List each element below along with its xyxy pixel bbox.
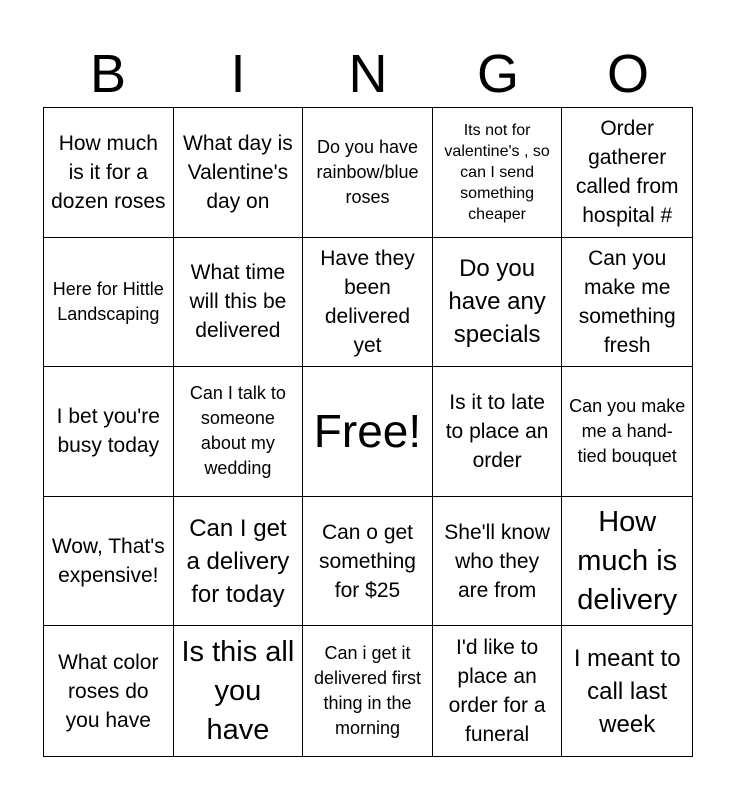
header-letter-o: O	[606, 44, 649, 104]
bingo-header	[43, 40, 693, 108]
header-letter-b: B	[89, 44, 127, 104]
cell-text: Have they been delivered yet	[320, 246, 415, 357]
cell-text: Order gatherer called from hospital #	[575, 117, 679, 228]
bingo-board	[43, 107, 693, 757]
bingo-cell-r5c2[interactable]	[174, 626, 304, 756]
bingo-cell-r3c1[interactable]	[44, 367, 174, 497]
cell-text: Is this all you have	[181, 635, 295, 746]
cell-text: How much is it for a dozen roses	[51, 131, 166, 213]
header-letter-g: G	[476, 44, 519, 104]
bingo-cell-r2c3[interactable]	[303, 238, 433, 368]
bingo-cell-r2c2[interactable]	[174, 238, 304, 368]
cell-text: Can i get it delivered first thing in the morning	[313, 643, 422, 739]
cell-text: I bet you're busy today	[56, 405, 160, 458]
bingo-cell-r5c5[interactable]	[562, 626, 692, 756]
bingo-cell-r3c4[interactable]	[433, 367, 563, 497]
cell-text: Can I talk to someone about my wedding	[189, 383, 286, 479]
bingo-cell-r2c5[interactable]	[562, 238, 692, 368]
bingo-cell-r4c3[interactable]	[303, 497, 433, 627]
bingo-cell-r1c3[interactable]	[303, 108, 433, 238]
cell-text: What color roses do you have	[58, 650, 159, 732]
bingo-cell-r4c2[interactable]	[174, 497, 304, 627]
free-space-cell[interactable]	[303, 367, 433, 497]
cell-text: Can I get a delivery for today	[186, 514, 290, 608]
cell-text: Do you have rainbow/blue roses	[316, 136, 419, 207]
bingo-cell-r4c5[interactable]	[562, 497, 692, 627]
bingo-cell-r5c3[interactable]	[303, 626, 433, 756]
bingo-cell-r1c4[interactable]	[433, 108, 563, 238]
cell-text: Can you make me a hand-tied bouquet	[569, 395, 686, 466]
cell-text: Wow, That's expensive!	[51, 535, 165, 588]
cell-text: How much is delivery	[577, 505, 678, 616]
cell-text: What day is Valentine's day on	[183, 131, 293, 213]
cell-text: Do you have any specials	[448, 255, 546, 349]
bingo-cell-r4c4[interactable]	[433, 497, 563, 627]
cell-text: Here for Hittle Landscaping	[52, 278, 164, 324]
bingo-cell-r4c1[interactable]	[44, 497, 174, 627]
bingo-cell-r2c4[interactable]	[433, 238, 563, 368]
bingo-cell-r5c1[interactable]	[44, 626, 174, 756]
header-letter-n: N	[348, 44, 388, 104]
cell-text: Can o get something for $25	[319, 520, 416, 602]
bingo-cell-r3c5[interactable]	[562, 367, 692, 497]
cell-text: I'd like to place an order for a funeral	[448, 636, 546, 747]
cell-text: Its not for valentine's , so can I send something cheaper	[444, 121, 550, 223]
cell-text: Is it to late to place an order	[445, 390, 549, 472]
free-space-label: Free!	[313, 405, 422, 458]
bingo-cell-r1c1[interactable]	[44, 108, 174, 238]
cell-text: She'll know who they are from	[444, 520, 550, 602]
bingo-cell-r1c2[interactable]	[174, 108, 304, 238]
bingo-cell-r3c2[interactable]	[174, 367, 304, 497]
cell-text: What time will this be delivered	[189, 261, 287, 343]
cell-text: Can you make me something fresh	[578, 246, 676, 357]
header-letter-i: I	[230, 44, 246, 104]
bingo-cell-r1c5[interactable]	[562, 108, 692, 238]
cell-text: I meant to call last week	[573, 644, 681, 738]
bingo-cell-r2c1[interactable]	[44, 238, 174, 368]
bingo-cell-r5c4[interactable]	[433, 626, 563, 756]
